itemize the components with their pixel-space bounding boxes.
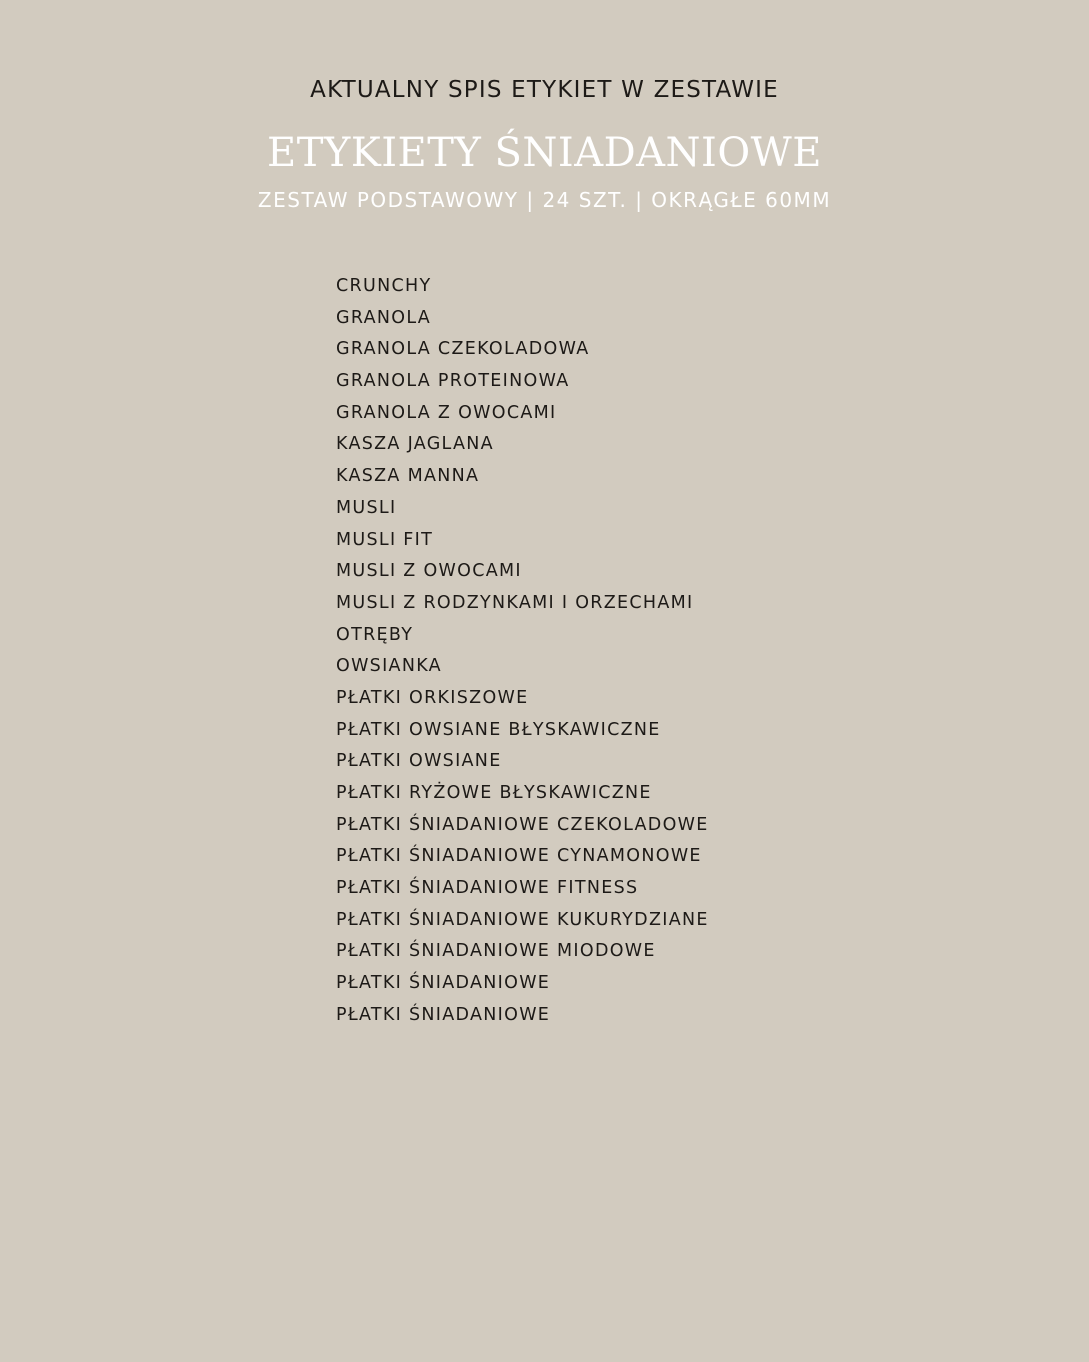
list-item: PŁATKI OWSIANE BŁYSKAWICZNE [336,719,661,740]
list-item: OTRĘBY [336,624,414,645]
list-item: KASZA JAGLANA [336,434,494,455]
list-item: MUSLI FIT [336,529,434,550]
top-title: AKTUALNY SPIS ETYKIET W ZESTAWIE [310,77,779,103]
list-item: PŁATKI ŚNIADANIOWE [336,1004,551,1025]
list-item: PŁATKI ŚNIADANIOWE CZEKOLADOWE [336,814,709,835]
page-title: ETYKIETY ŚNIADANIOWE [267,130,822,176]
list-item: PŁATKI ŚNIADANIOWE [336,973,551,994]
list-item: MUSLI [336,497,397,518]
list-item: OWSIANKA [336,656,442,677]
list-item: PŁATKI ŚNIADANIOWE CYNAMONOWE [336,846,702,867]
list-item: GRANOLA Z OWOCAMI [336,402,557,423]
list-item: MUSLI Z OWOCAMI [336,561,522,582]
list-item: PŁATKI RYŻOWE BŁYSKAWICZNE [336,783,652,803]
list-item: CRUNCHY [336,276,432,296]
list-item: PŁATKI OWSIANE [336,751,502,772]
list-item: KASZA MANNA [336,466,480,487]
list-item: GRANOLA CZEKOLADOWA [336,339,590,360]
list-item: PŁATKI ŚNIADANIOWE MIODOWE [336,941,656,962]
list-item: PŁATKI ŚNIADANIOWE KUKURYDZIANE [336,909,709,930]
list-item: MUSLI Z RODZYNKAMI I ORZECHAMI [336,592,694,613]
set-subtitle: ZESTAW PODSTAWOWY | 24 SZT. | OKRĄGŁE 60MM [257,188,832,212]
list-item: GRANOLA PROTEINOWA [336,371,570,392]
list-item: PŁATKI ORKISZOWE [336,687,529,708]
label-list [336,271,709,1032]
list-item: GRANOLA [336,307,432,328]
list-item: PŁATKI ŚNIADANIOWE FITNESS [336,878,639,899]
